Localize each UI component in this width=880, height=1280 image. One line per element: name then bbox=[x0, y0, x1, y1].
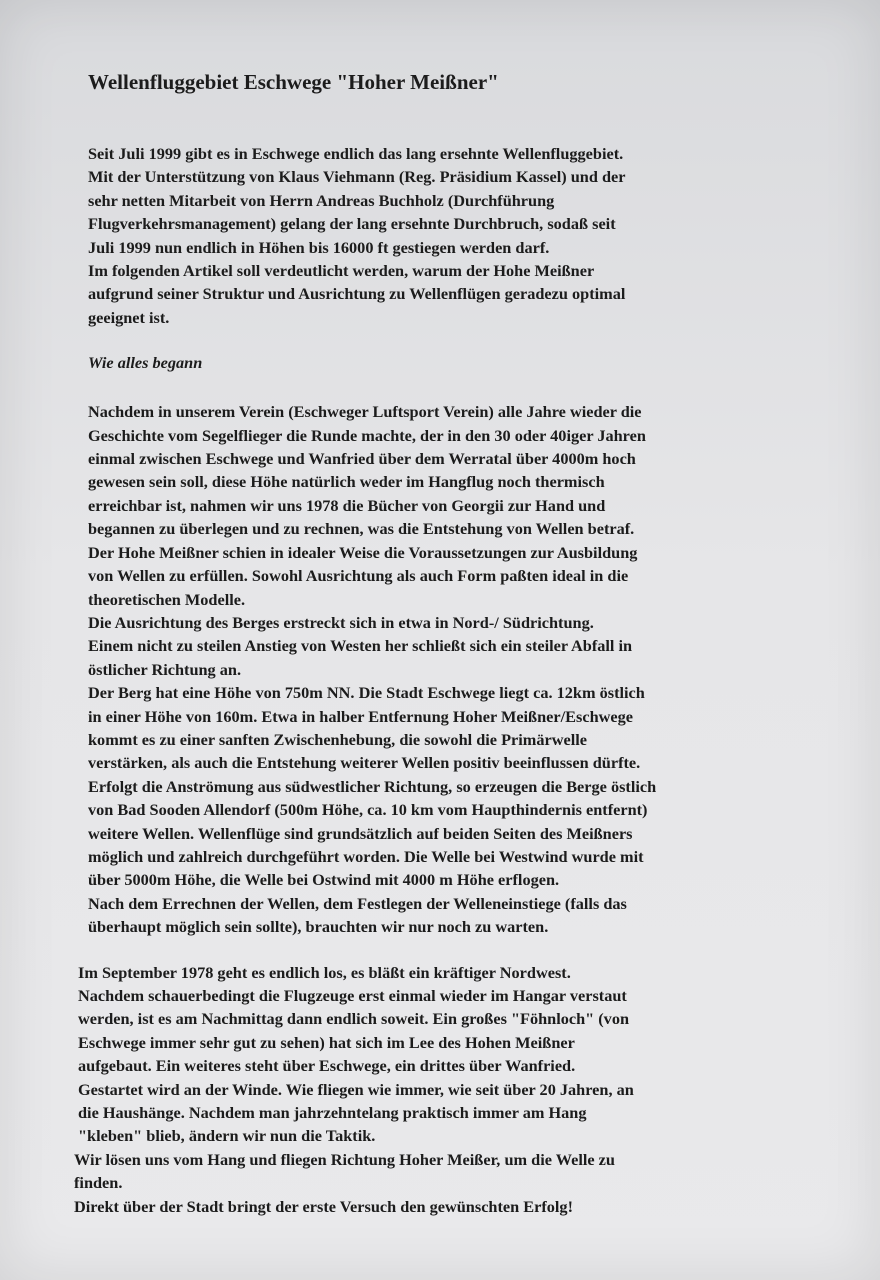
text-line: finden. bbox=[74, 1173, 123, 1193]
text-line: östlicher Richtung an. bbox=[88, 659, 242, 679]
text-line: Juli 1999 nun endlich in Höhen bis 16000 ft gestiegen werden darf. bbox=[88, 237, 550, 257]
text-line: erreichbar ist, nahmen wir uns 1978 die Bücher von Georgii zur Hand und bbox=[88, 495, 606, 515]
text-line: Nach dem Errechnen der Wellen, dem Festlegen der Welleneinstiege (falls das bbox=[88, 893, 627, 913]
text-line: möglich und zahlreich durchgeführt worden. Die Welle bei Westwind wurde mit bbox=[88, 846, 644, 866]
text-line: geeignet ist. bbox=[88, 307, 170, 327]
text-line: in einer Höhe von 160m. Etwa in halber Entfernung Hoher Meißner/Eschwege bbox=[88, 706, 633, 726]
text-line: von Wellen zu erfüllen. Sowohl Ausrichtung als auch Form paßten ideal in die bbox=[88, 566, 629, 586]
text-line: Der Berg hat eine Höhe von 750m NN. Die Stadt Eschwege liegt ca. 12km östlich bbox=[88, 683, 645, 703]
text-line: Mit der Unterstützung von Klaus Viehmann (Reg. Präsidium Kassel) und der bbox=[88, 167, 626, 187]
text-line: Geschichte vom Segelflieger die Runde machte, der in den 30 oder 40iger Jahren bbox=[88, 425, 646, 445]
text-line: Erfolgt die Anströmung aus südwestlicher Richtung, so erzeugen die Berge östlich bbox=[88, 776, 657, 796]
text-line: Direkt über der Stadt bringt der erste Versuch den gewünschten Erfolg! bbox=[74, 1196, 573, 1216]
text-line: Nachdem in unserem Verein (Eschweger Luftsport Verein) alle Jahre wieder die bbox=[88, 402, 642, 422]
text-line: Seit Juli 1999 gibt es in Eschwege endlich das lang ersehnte Wellenfluggebiet. bbox=[88, 144, 624, 163]
text-line: Der Hohe Meißner schien in idealer Weise die Voraussetzungen zur Ausbildung bbox=[88, 542, 638, 562]
text-line: werden, ist es am Nachmittag dann endlich soweit. Ein großes "Föhnloch" (von bbox=[78, 1009, 630, 1029]
text-line: begannen zu überlegen und zu rechnen, was die Entstehung von Wellen betraf. bbox=[88, 519, 635, 539]
text-line: verstärken, als auch die Entstehung weiterer Wellen positiv beeinflussen dürfte. bbox=[88, 753, 641, 773]
text-line: die Haushänge. Nachdem man jahrzehntelang praktisch immer am Hang bbox=[78, 1103, 587, 1123]
text-line: überhaupt möglich sein sollte), brauchten wir nur noch zu warten. bbox=[88, 917, 549, 937]
text-line: Eschwege immer sehr gut zu sehen) hat sich im Lee des Hohen Meißner bbox=[78, 1032, 575, 1052]
document-title: Wellenfluggebiet Eschwege "Hoher Meißner" bbox=[88, 70, 499, 94]
intro-paragraph bbox=[88, 142, 788, 329]
text-line: über 5000m Höhe, die Welle bei Ostwind mit 4000 m Höhe erflogen. bbox=[88, 870, 560, 890]
text-line: gewesen sein soll, diese Höhe natürlich weder im Hangflug noch thermisch bbox=[88, 472, 605, 492]
september-paragraph bbox=[74, 961, 788, 1218]
text-line: einmal zwischen Eschwege und Wanfried über dem Werratal über 4000m hoch bbox=[88, 449, 636, 469]
history-paragraph bbox=[88, 400, 788, 938]
text-line: von Bad Sooden Allendorf (500m Höhe, ca. 10 km vom Haupthindernis entfernt) bbox=[88, 800, 648, 820]
text-line: aufgrund seiner Struktur und Ausrichtung zu Wellenflügen geradezu optimal bbox=[88, 284, 626, 304]
text-line: "kleben" blieb, ändern wir nun die Taktik. bbox=[78, 1126, 376, 1146]
text-line: Die Ausrichtung des Berges erstreckt sich in etwa in Nord-/ Südrichtung. bbox=[88, 612, 594, 632]
text-line: Im September 1978 geht es endlich los, es bläßt ein kräftiger Nordwest. bbox=[78, 962, 571, 982]
text-line: Gestartet wird an der Winde. Wie fliegen wie immer, wie seit über 20 Jahren, an bbox=[78, 1079, 634, 1099]
text-line: Nachdem schauerbedingt die Flugzeuge erst einmal wieder im Hangar verstaut bbox=[78, 986, 627, 1005]
text-line: Flugverkehrsmanagement) gelang der lang ersehnte Durchbruch, sodaß seit bbox=[88, 214, 616, 234]
section-heading: Wie alles begann bbox=[88, 353, 203, 373]
text-line: kommt es zu einer sanften Zwischenhebung, die sowohl die Primärwelle bbox=[88, 729, 587, 749]
text-line: sehr netten Mitarbeit von Herrn Andreas Buchholz (Durchführung bbox=[88, 190, 555, 210]
text-line: weitere Wellen. Wellenflüge sind grundsätzlich auf beiden Seiten des Meißners bbox=[88, 823, 633, 843]
text-line: Im folgenden Artikel soll verdeutlicht werden, warum der Hohe Meißner bbox=[88, 261, 595, 281]
text-line: Wir lösen uns vom Hang und fliegen Richtung Hoher Meißer, um die Welle zu bbox=[74, 1149, 615, 1169]
text-line: Einem nicht zu steilen Anstieg von Westen her schließt sich ein steiler Abfall in bbox=[88, 636, 633, 656]
document-body bbox=[74, 70, 788, 1218]
text-line: aufgebaut. Ein weiteres steht über Eschwege, ein drittes über Wanfried. bbox=[78, 1056, 576, 1076]
text-line: theoretischen Modelle. bbox=[88, 589, 246, 609]
